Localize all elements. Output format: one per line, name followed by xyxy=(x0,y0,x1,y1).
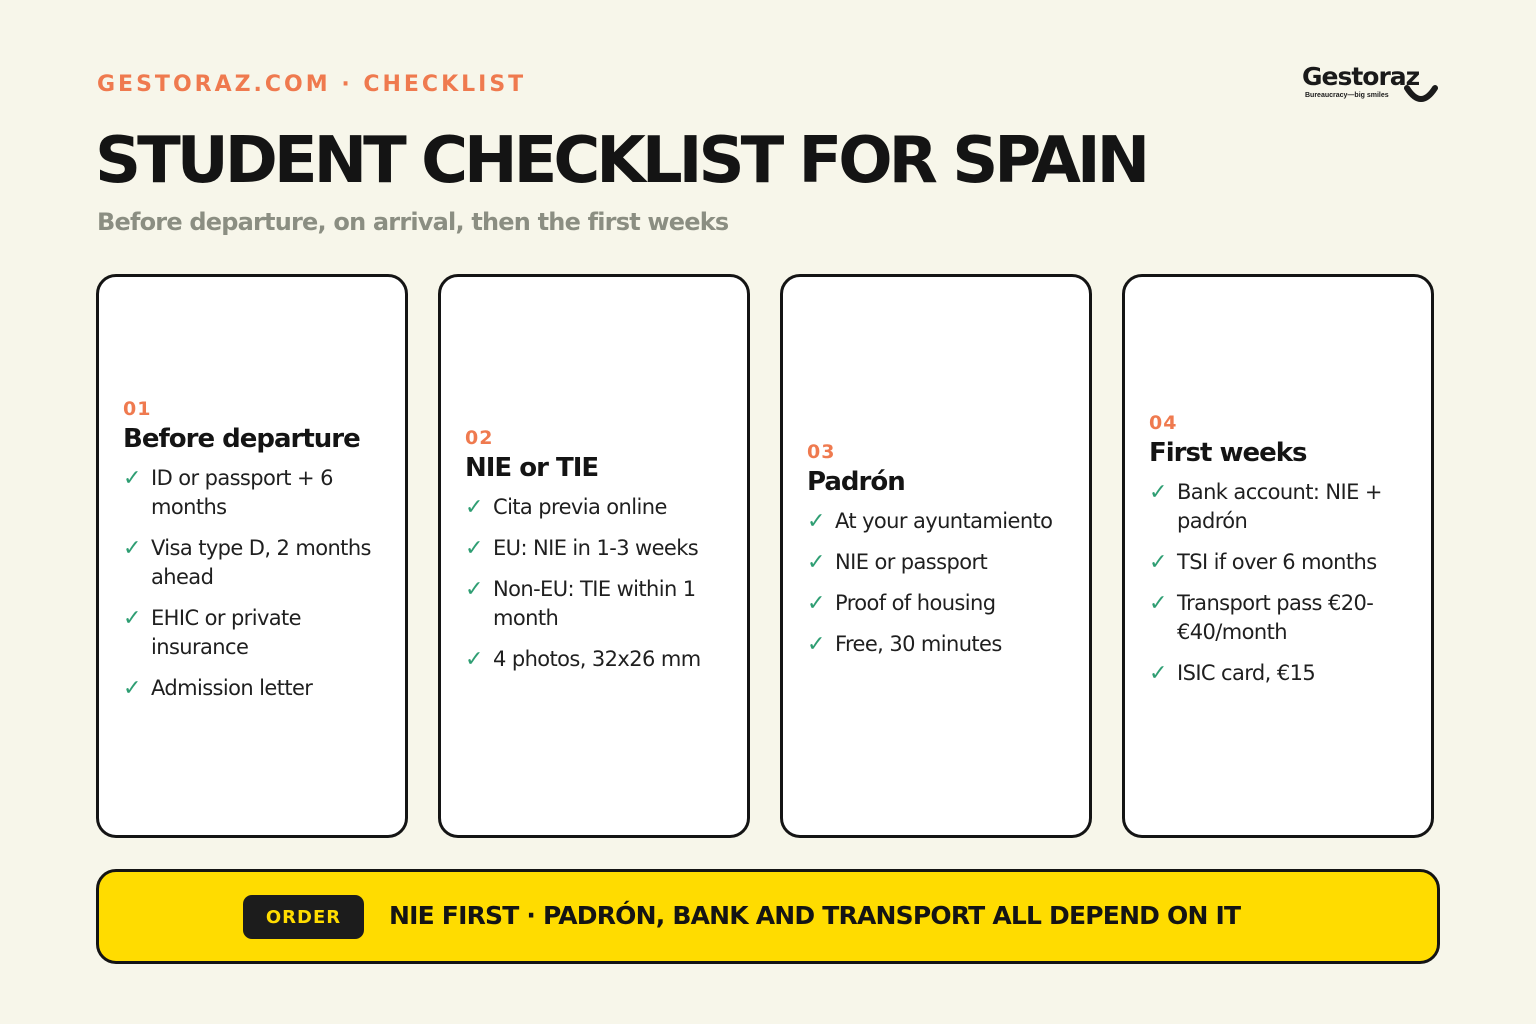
check-icon: ✓ xyxy=(123,465,141,491)
checklist xyxy=(1149,478,1407,700)
check-icon: ✓ xyxy=(123,675,141,701)
step-number: 03 xyxy=(807,441,836,463)
logo-tagline: Bureaucracy—big smiles xyxy=(1305,92,1389,99)
check-icon: ✓ xyxy=(807,550,825,575)
order-banner xyxy=(96,869,1440,964)
checklist xyxy=(807,507,1065,671)
step-card-first-weeks xyxy=(1122,274,1434,838)
order-banner-text: NIE FIRST · PADRÓN, BANK AND TRANSPORT ALL DEPEND ON IT xyxy=(389,901,1241,930)
checklist-item: ✓ Transport pass €20-€40/month xyxy=(1149,591,1374,644)
step-title: Padrón xyxy=(807,467,905,497)
checklist-item: ✓ Free, 30 minutes xyxy=(807,632,1002,657)
check-icon: ✓ xyxy=(123,535,141,561)
checklist-item: ✓ ISIC card, €15 xyxy=(1149,661,1316,686)
step-title: Before departure xyxy=(123,423,360,454)
checklist xyxy=(123,464,381,715)
page-title: STUDENT CHECKLIST FOR SPAIN xyxy=(95,124,1147,198)
step-card-padron xyxy=(780,274,1092,838)
step-card-before-departure xyxy=(96,274,408,838)
step-number: 01 xyxy=(123,397,152,420)
check-icon: ✓ xyxy=(1149,661,1167,686)
smile-icon xyxy=(1404,84,1438,106)
check-icon: ✓ xyxy=(1149,591,1167,616)
checklist-item: ✓ Proof of housing xyxy=(807,591,996,616)
step-number: 04 xyxy=(1149,412,1178,434)
checklist-item: ✓ NIE or passport xyxy=(807,550,988,575)
check-icon: ✓ xyxy=(123,605,141,631)
check-icon: ✓ xyxy=(807,632,825,657)
eyebrow-label: GESTORAZ.COM · CHECKLIST xyxy=(97,72,527,97)
check-icon: ✓ xyxy=(1149,480,1167,505)
step-number: 02 xyxy=(465,426,494,449)
check-icon: ✓ xyxy=(465,576,483,602)
checklist-item: ✓ TSI if over 6 months xyxy=(1149,550,1377,575)
step-title: First weeks xyxy=(1149,438,1307,468)
step-card-nie-or-tie xyxy=(438,274,750,838)
step-title: NIE or TIE xyxy=(465,452,599,483)
checklist-item: ✓ EU: NIE in 1-3 weeks xyxy=(465,535,699,561)
checklist-item: ✓ Bank account: NIE + padrón xyxy=(1149,480,1382,533)
checklist-item: ✓ Non-EU: TIE within 1 month xyxy=(465,576,696,630)
check-icon: ✓ xyxy=(807,591,825,616)
checklist xyxy=(465,493,723,686)
checklist-item: ✓ 4 photos, 32x26 mm xyxy=(465,646,701,672)
logo-wordmark: Gestoraz xyxy=(1302,62,1420,91)
checklist-item: ✓ At your ayuntamiento xyxy=(807,509,1053,534)
checklist-item: ✓ Visa type D, 2 months ahead xyxy=(123,535,371,589)
gestoraz-logo xyxy=(1300,62,1445,107)
check-icon: ✓ xyxy=(465,494,483,520)
check-icon: ✓ xyxy=(465,646,483,672)
check-icon: ✓ xyxy=(1149,550,1167,575)
checklist-item: ✓ EHIC or private insurance xyxy=(123,605,301,659)
checklist-item: ✓ ID or passport + 6 months xyxy=(123,465,333,519)
checklist-item: ✓ Cita previa online xyxy=(465,494,667,520)
checklist-item: ✓ Admission letter xyxy=(123,675,313,701)
order-badge: ORDER xyxy=(243,895,364,939)
check-icon: ✓ xyxy=(465,535,483,561)
check-icon: ✓ xyxy=(807,509,825,534)
page-subtitle: Before departure, on arrival, then the first weeks xyxy=(97,208,729,236)
